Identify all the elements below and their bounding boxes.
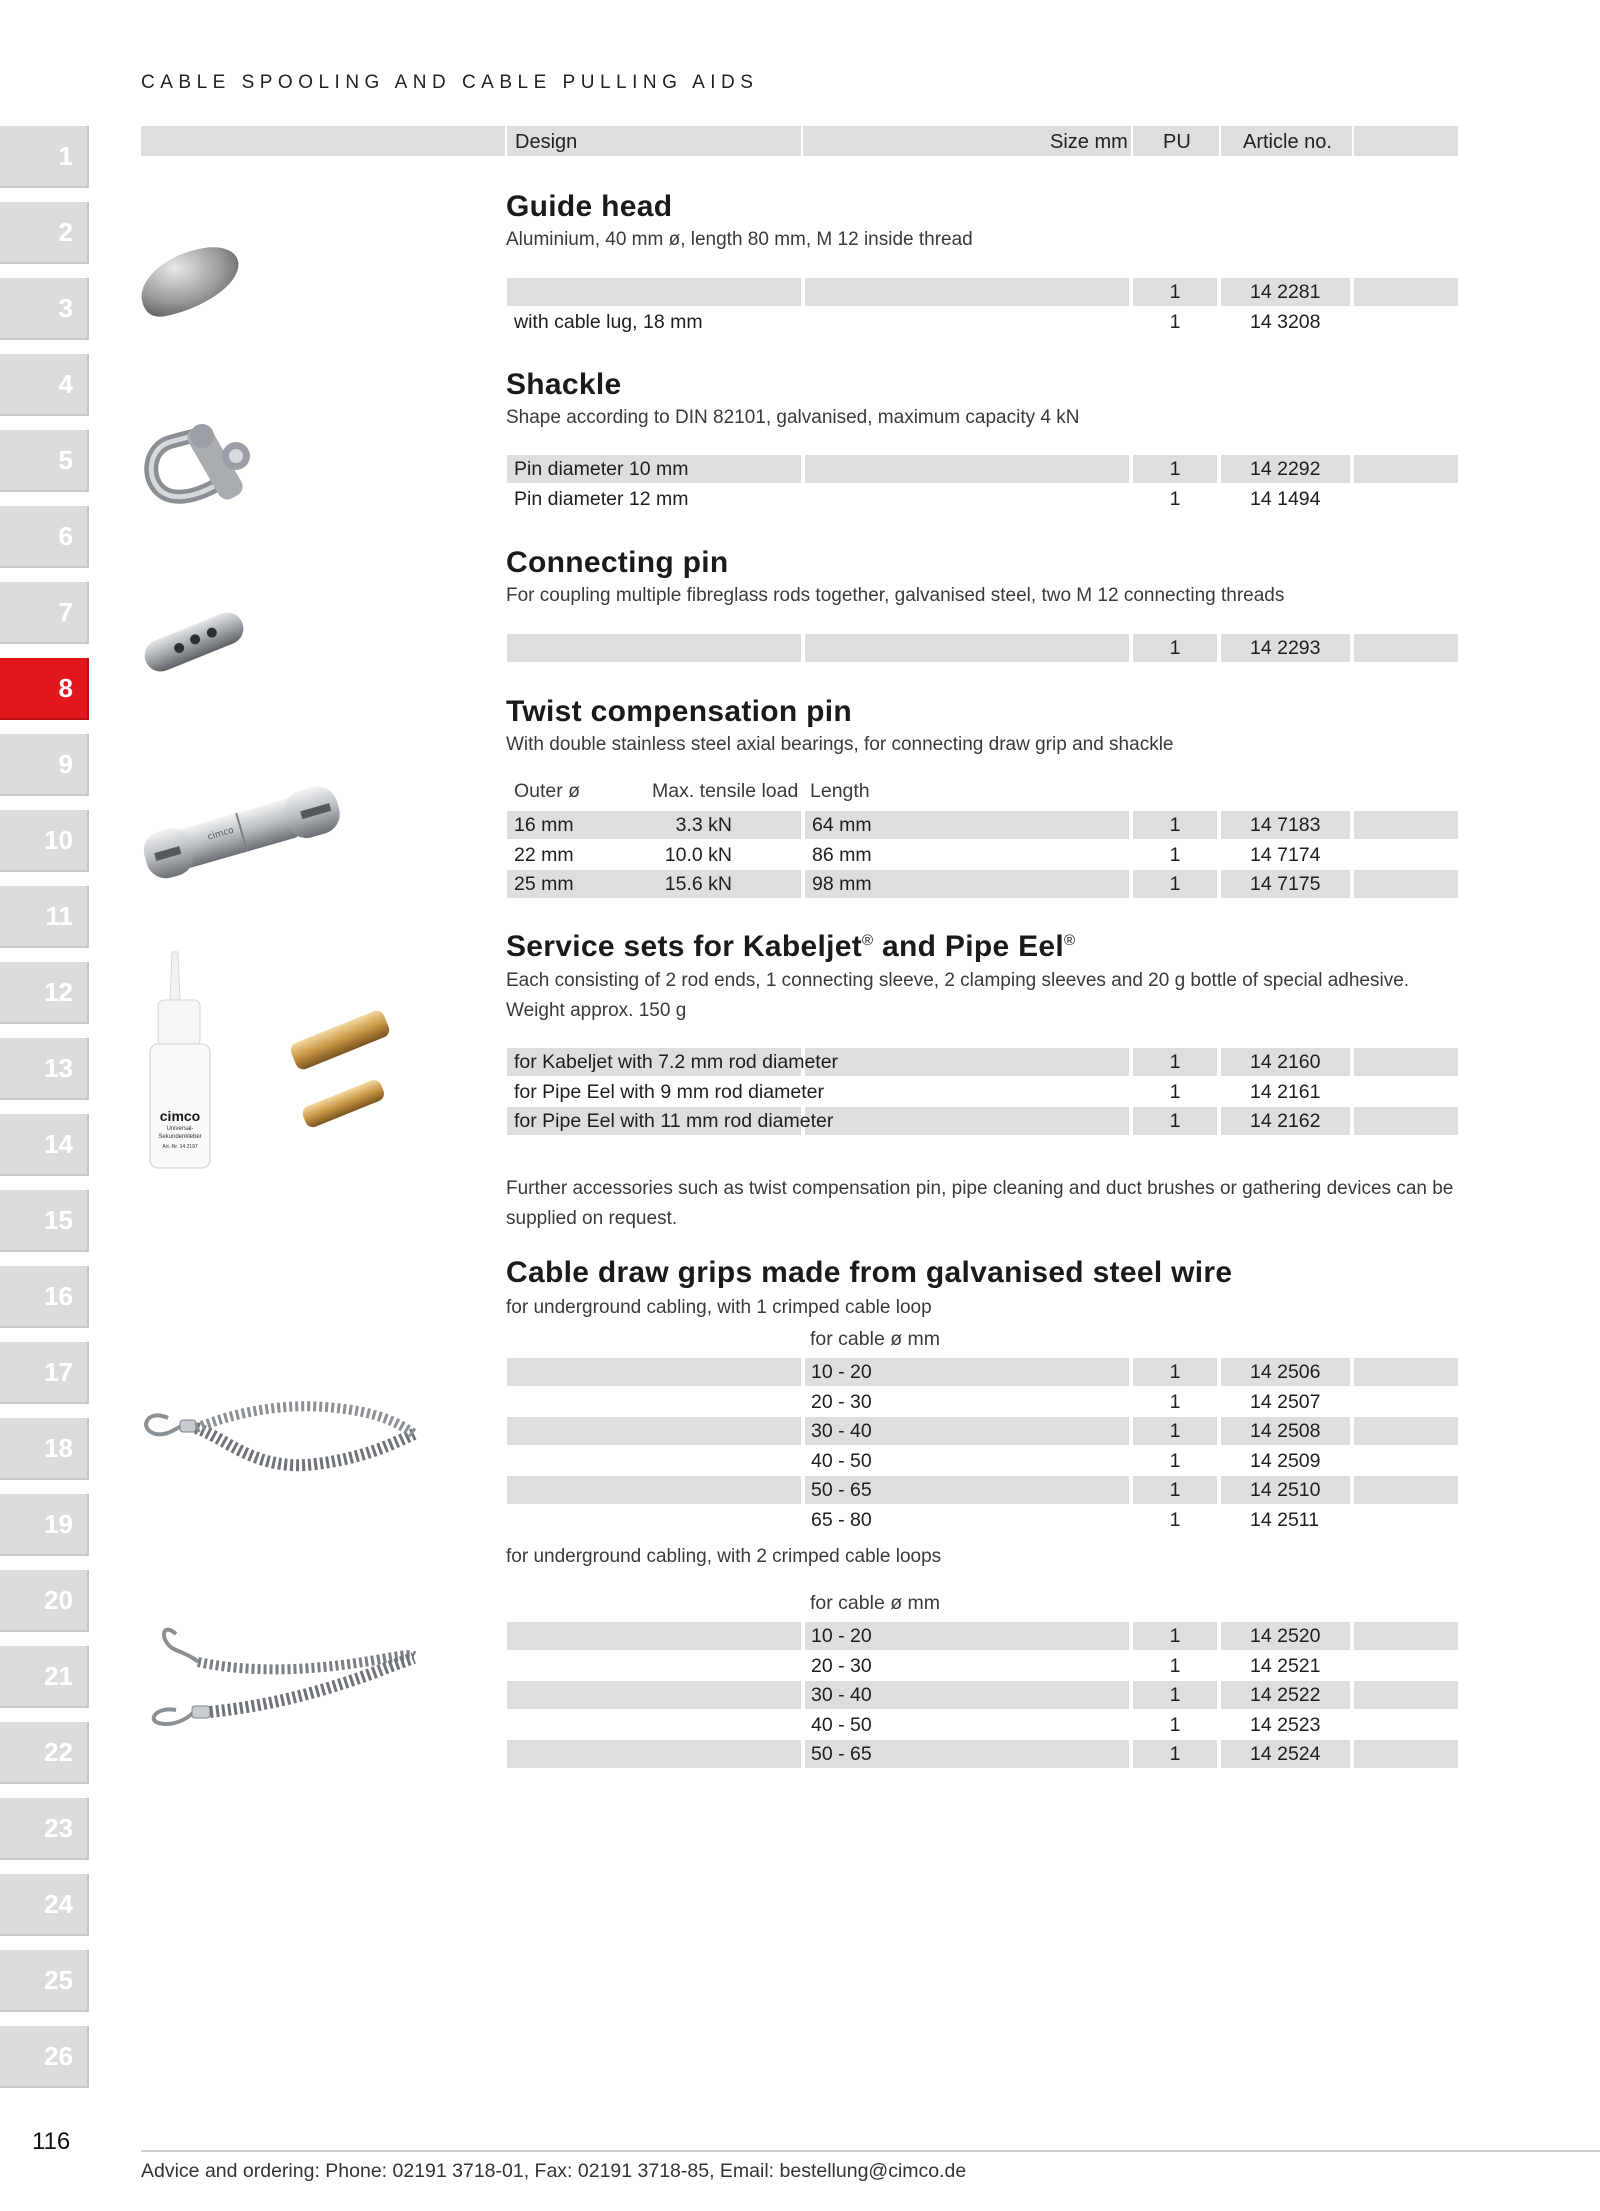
cell-pu: 1 xyxy=(1169,1509,1181,1531)
cell-pu: 1 xyxy=(1169,458,1181,480)
draw-grip-single-loop-image xyxy=(136,1382,418,1492)
chapter-tab-17[interactable]: 17 xyxy=(0,1342,89,1404)
twist-sub-load: Max. tensile load xyxy=(652,780,799,802)
service-sets-title-b: and Pipe Eel xyxy=(873,930,1064,963)
chapter-tab-15[interactable]: 15 xyxy=(0,1190,89,1252)
service-note-1: Further accessories such as twist compensation pin, pipe cleaning and duct brushes or gathering devices can be xyxy=(506,1178,1454,1199)
service-sets-title xyxy=(506,930,1075,964)
cell-design: for Pipe Eel with 11 mm rod diameter xyxy=(514,1110,834,1133)
guide-head-title: Guide head xyxy=(506,190,673,223)
column-article: Article no. xyxy=(1243,131,1332,153)
cell-pu: 1 xyxy=(1169,487,1181,510)
table-row xyxy=(0,1506,1600,1534)
cell-article: 14 2506 xyxy=(1250,1361,1321,1383)
cell-design: Pin diameter 12 mm xyxy=(514,487,689,510)
draw-grips-sub-1: for cable ø mm xyxy=(810,1328,941,1350)
cell-pu: 1 xyxy=(1169,637,1181,659)
cell-pu: 1 xyxy=(1169,1654,1181,1677)
chapter-tab-22[interactable]: 22 xyxy=(0,1722,89,1784)
chapter-tab-25[interactable]: 25 xyxy=(0,1950,89,2012)
cell-article: 14 2162 xyxy=(1250,1110,1321,1133)
cell-article: 14 2292 xyxy=(1250,458,1321,480)
twist-pin-title: Twist compensation pin xyxy=(506,695,853,728)
bottle-text-3: Art.-Nr. 14 2197 xyxy=(162,1144,198,1150)
cell-cable-size: 65 - 80 xyxy=(811,1509,872,1531)
cell-pu: 1 xyxy=(1169,873,1181,896)
cell-cable-size: 10 - 20 xyxy=(811,1361,872,1383)
chapter-tab-4[interactable]: 4 xyxy=(0,354,89,416)
registered-mark-2: ® xyxy=(1064,932,1076,949)
guide-head-desc: Aluminium, 40 mm ø, length 80 mm, M 12 inside thread xyxy=(506,229,973,250)
cell-outer-diameter: 25 mm xyxy=(514,873,574,896)
cell-article: 14 2160 xyxy=(1250,1051,1321,1073)
shackle-image xyxy=(140,412,265,512)
chapter-tab-14[interactable]: 14 xyxy=(0,1114,89,1176)
cell-length: 98 mm xyxy=(812,873,872,896)
cell-pu: 1 xyxy=(1169,281,1181,303)
service-note-2: supplied on request. xyxy=(506,1208,678,1229)
chapter-tab-18[interactable]: 18 xyxy=(0,1418,89,1480)
cell-pu: 1 xyxy=(1169,1713,1181,1736)
cell-article: 14 2281 xyxy=(1250,281,1321,303)
cell-pu: 1 xyxy=(1169,1743,1181,1766)
cell-article: 14 2524 xyxy=(1250,1743,1321,1766)
bottle-text-1: Universal- xyxy=(166,1126,194,1132)
table-row xyxy=(0,1078,1600,1106)
cell-cable-size: 10 - 20 xyxy=(811,1625,872,1647)
cell-article: 14 2509 xyxy=(1250,1449,1321,1472)
chapter-tab-2[interactable]: 2 xyxy=(0,202,89,264)
cell-cable-size: 40 - 50 xyxy=(811,1713,872,1736)
cell-pu: 1 xyxy=(1169,1479,1181,1502)
cell-max-load: 15.6 kN xyxy=(664,873,732,896)
table-row xyxy=(0,1107,1600,1135)
cell-cable-size: 30 - 40 xyxy=(811,1684,872,1707)
cell-article: 14 7183 xyxy=(1250,814,1321,836)
cell-pu: 1 xyxy=(1169,310,1181,333)
cell-design: Pin diameter 10 mm xyxy=(514,458,689,480)
draw-grip-double-loop-image xyxy=(136,1614,418,1744)
chapter-tab-7[interactable]: 7 xyxy=(0,582,89,644)
connecting-pin-image xyxy=(138,602,250,682)
page-header-title: CABLE SPOOLING AND CABLE PULLING AIDS xyxy=(141,72,759,93)
cell-article: 14 2511 xyxy=(1250,1509,1320,1531)
service-sets-desc-1: Each consisting of 2 rod ends, 1 connecting sleeve, 2 clamping sleeves and 20 g bottle of special adhesive. xyxy=(506,970,1410,991)
cell-article: 14 2522 xyxy=(1250,1684,1321,1707)
cell-cable-size: 50 - 65 xyxy=(811,1479,872,1502)
cell-pu: 1 xyxy=(1169,1625,1181,1647)
footer-divider xyxy=(141,2150,1600,2152)
cell-length: 86 mm xyxy=(812,843,872,866)
cell-max-load: 10.0 kN xyxy=(664,843,732,866)
adhesive-bottle-image xyxy=(146,948,216,1172)
chapter-tab-9[interactable]: 9 xyxy=(0,734,89,796)
cell-length: 64 mm xyxy=(812,814,872,836)
connecting-pin-title: Connecting pin xyxy=(506,546,729,579)
cell-cable-size: 20 - 30 xyxy=(811,1390,872,1413)
service-sets-title-a: Service sets for Kabeljet xyxy=(506,930,863,963)
cell-design: with cable lug, 18 mm xyxy=(514,310,703,333)
twist-sub-length: Length xyxy=(810,780,870,802)
cell-article: 14 2161 xyxy=(1250,1080,1321,1103)
chapter-tab-23[interactable]: 23 xyxy=(0,1798,89,1860)
service-sets-desc-2: Weight approx. 150 g xyxy=(506,1000,687,1021)
cell-pu: 1 xyxy=(1169,1051,1181,1073)
cell-article: 14 2521 xyxy=(1250,1654,1321,1677)
shackle-desc: Shape according to DIN 82101, galvanised, maximum capacity 4 kN xyxy=(506,407,1080,428)
cell-article: 14 2507 xyxy=(1250,1390,1321,1413)
cell-outer-diameter: 16 mm xyxy=(514,814,574,836)
chapter-tab-20[interactable]: 20 xyxy=(0,1570,89,1632)
twist-pin-image xyxy=(138,768,348,898)
chapter-tab-16[interactable]: 16 xyxy=(0,1266,89,1328)
cell-cable-size: 20 - 30 xyxy=(811,1654,872,1677)
cell-pu: 1 xyxy=(1169,1449,1181,1472)
chapter-tab-11[interactable]: 11 xyxy=(0,886,89,948)
cell-pu: 1 xyxy=(1169,1390,1181,1413)
footer-contact: Advice and ordering: Phone: 02191 3718-01, Fax: 02191 3718-85, Email: bestellung@cimco.de xyxy=(141,2160,967,2182)
cell-article: 14 1494 xyxy=(1250,487,1321,510)
chapter-tab-24[interactable]: 24 xyxy=(0,1874,89,1936)
draw-grips-sub-2: for cable ø mm xyxy=(810,1592,941,1614)
cell-pu: 1 xyxy=(1169,814,1181,836)
cell-pu: 1 xyxy=(1169,1110,1181,1133)
cell-article: 14 2508 xyxy=(1250,1420,1321,1443)
cell-design: for Pipe Eel with 9 mm rod diameter xyxy=(514,1080,824,1103)
cell-pu: 1 xyxy=(1169,1080,1181,1103)
chapter-tab-13[interactable]: 13 xyxy=(0,1038,89,1100)
cell-design: for Kabeljet with 7.2 mm rod diameter xyxy=(514,1051,839,1073)
chapter-tab-1[interactable]: 1 xyxy=(0,126,89,188)
cell-article: 14 2520 xyxy=(1250,1625,1321,1647)
draw-grips-desc-1: for underground cabling, with 1 crimped cable loop xyxy=(506,1297,932,1318)
connecting-pin-desc: For coupling multiple fibreglass rods together, galvanised steel, two M 12 connecting threads xyxy=(506,585,1285,606)
registered-mark-1: ® xyxy=(862,932,874,949)
cell-pu: 1 xyxy=(1169,1420,1181,1443)
table-row xyxy=(0,1740,1600,1768)
rod-sleeves-image xyxy=(280,1010,400,1140)
cell-pu: 1 xyxy=(1169,1684,1181,1707)
cell-cable-size: 30 - 40 xyxy=(811,1420,872,1443)
guide-head-image xyxy=(136,240,246,326)
chapter-tab-5[interactable]: 5 xyxy=(0,430,89,492)
twist-sub-outer: Outer ø xyxy=(514,780,581,802)
cell-article: 14 7174 xyxy=(1250,843,1321,866)
cell-article: 14 2293 xyxy=(1250,637,1321,659)
table-row xyxy=(0,1048,1600,1076)
column-pu: PU xyxy=(1163,131,1191,153)
column-design: Design xyxy=(515,131,578,153)
cell-max-load: 3.3 kN xyxy=(675,814,732,836)
bottle-text-2: Sekundenkleber xyxy=(158,1134,202,1140)
chapter-tab-10[interactable]: 10 xyxy=(0,810,89,872)
draw-grips-title: Cable draw grips made from galvanised steel wire xyxy=(506,1256,1233,1289)
cell-article: 14 2523 xyxy=(1250,1713,1321,1736)
column-size: Size mm xyxy=(1050,131,1128,153)
cell-cable-size: 40 - 50 xyxy=(811,1449,872,1472)
draw-grips-desc-2: for underground cabling, with 2 crimped cable loops xyxy=(506,1546,942,1567)
cell-pu: 1 xyxy=(1169,843,1181,866)
chapter-tab-21[interactable]: 21 xyxy=(0,1646,89,1708)
chapter-tab-6[interactable]: 6 xyxy=(0,506,89,568)
cell-cable-size: 50 - 65 xyxy=(811,1743,872,1766)
chapter-tab-19[interactable]: 19 xyxy=(0,1494,89,1556)
cell-article: 14 7175 xyxy=(1250,873,1321,896)
svg-text:cimco: cimco xyxy=(206,825,235,843)
cell-article: 14 3208 xyxy=(1250,310,1321,333)
bottle-brand-label: cimco xyxy=(159,1108,201,1124)
cell-outer-diameter: 22 mm xyxy=(514,843,574,866)
cell-article: 14 2510 xyxy=(1250,1479,1321,1502)
cell-pu: 1 xyxy=(1169,1361,1181,1383)
twist-pin-desc: With double stainless steel axial bearings, for connecting draw grip and shackle xyxy=(506,734,1174,755)
chapter-tab-3[interactable]: 3 xyxy=(0,278,89,340)
chapter-tab-8[interactable]: 8 xyxy=(0,658,89,720)
chapter-tab-26[interactable]: 26 xyxy=(0,2026,89,2088)
page-number: 116 xyxy=(32,2128,71,2155)
chapter-tab-12[interactable]: 12 xyxy=(0,962,89,1024)
shackle-title: Shackle xyxy=(506,368,622,401)
